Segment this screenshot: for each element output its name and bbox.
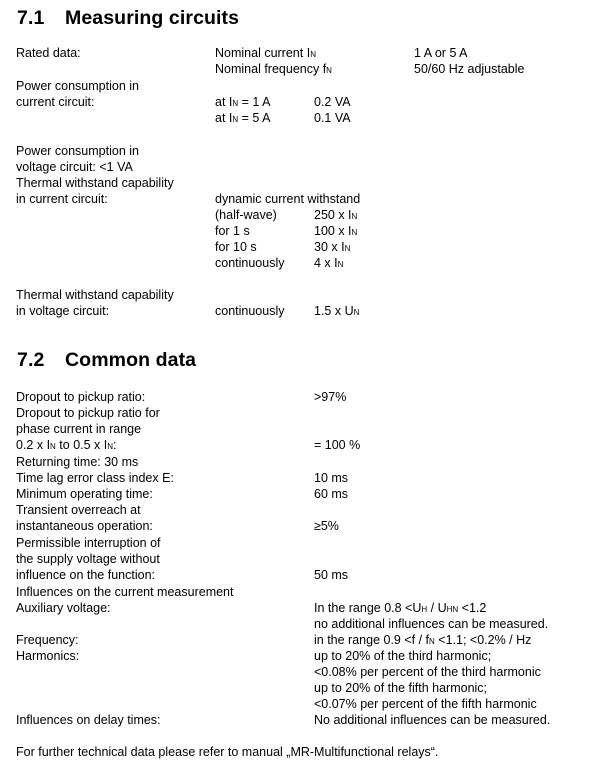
section-title: Common data [65,349,197,371]
dropout-phase-label: 0.2 x IN to 0.5 x IN: [16,438,117,452]
nominal-frequency-value: 50/60 Hz adjustable [414,62,525,76]
harmonics-label: Harmonics: [16,649,80,663]
min-operating-time-label: Minimum operating time: [16,487,153,501]
withstand-value: 1.5 x UN [314,304,360,318]
aux-voltage-label: Auxiliary voltage: [16,601,111,615]
section-number: 7.2 [17,349,45,371]
frequency-label: Frequency: [16,633,79,647]
transient-overreach-value: ≥5% [314,519,339,533]
thermal-withstand-current-label: Thermal withstand capability [16,176,174,190]
thermal-withstand-voltage-label: in voltage circuit: [16,304,110,318]
transient-overreach-label: instantaneous operation: [16,519,153,533]
dropout-ratio-label: Dropout to pickup ratio: [16,390,146,404]
power-consumption-value: 0.1 VA [314,111,351,125]
section-number: 7.1 [17,7,45,29]
harmonics-value: <0.08% per percent of the third harmonic [314,665,541,679]
harmonics-value: up to 20% of the third harmonic; [314,649,492,663]
time-lag-label: Time lag error class index E: [16,471,174,485]
interruption-label: Permissible interruption of [16,536,161,550]
rated-data-label: Rated data: [16,46,81,60]
min-operating-time-value: 60 ms [314,487,349,501]
frequency-value: in the range 0.9 <f / fN <1.1; <0.2% / Hz [314,633,532,647]
withstand-value: 250 x IN [314,208,358,222]
power-consumption-voltage-label: Power consumption in [16,144,139,158]
delay-times-value: No additional influences can be measured. [314,713,551,727]
power-consumption-condition: at IN = 5 A [215,111,271,125]
withstand-condition: for 1 s [215,224,250,238]
dropout-phase-value: = 100 % [314,438,361,452]
power-consumption-value: 0.2 VA [314,95,351,109]
thermal-withstand-voltage-label: Thermal withstand capability [16,288,174,302]
dropout-ratio-value: >97% [314,390,347,404]
nominal-current-label: Nominal current IN [215,46,316,60]
withstand-value: 100 x IN [314,224,358,238]
harmonics-value: up to 20% of the fifth harmonic; [314,681,488,695]
withstand-condition: for 10 s [215,240,257,254]
withstand-condition: continuously [215,256,285,270]
dropout-phase-label: phase current in range [16,422,142,436]
power-consumption-current-label: Power consumption in [16,79,139,93]
returning-time: Returning time: 30 ms [16,455,139,469]
withstand-value: 4 x IN [314,256,344,270]
dynamic-current-withstand: dynamic current withstand [215,192,361,206]
withstand-condition: (half-wave) [215,208,277,222]
transient-overreach-label: Transient overreach at [16,503,141,517]
power-consumption-current-label: current circuit: [16,95,95,109]
time-lag-value: 10 ms [314,471,349,485]
power-consumption-condition: at IN = 1 A [215,95,271,109]
nominal-current-value: 1 A or 5 A [414,46,468,60]
aux-voltage-value: In the range 0.8 <UH / UHN <1.2 [314,601,487,615]
delay-times-label: Influences on delay times: [16,713,161,727]
section-heading-measuring-circuits [17,7,239,30]
footer-note: For further technical data please refer to manual „MR-Multifunctional relays“. [16,745,439,759]
section-title: Measuring circuits [65,7,240,29]
nominal-frequency-label: Nominal frequency fN [215,62,332,76]
interruption-value: 50 ms [314,568,349,582]
withstand-value: 30 x IN [314,240,351,254]
harmonics-value: <0.07% per percent of the fifth harmonic [314,697,537,711]
section-heading-common-data [17,349,196,372]
interruption-label: the supply voltage without [16,552,160,566]
dropout-phase-label: Dropout to pickup ratio for [16,406,160,420]
influences-heading: Influences on the current measurement [16,585,234,599]
aux-voltage-value: no additional influences can be measured. [314,617,549,631]
withstand-condition: continuously [215,304,285,318]
interruption-label: influence on the function: [16,568,155,582]
power-consumption-voltage-label: voltage circuit: <1 VA [16,160,133,174]
thermal-withstand-current-label: in current circuit: [16,192,108,206]
